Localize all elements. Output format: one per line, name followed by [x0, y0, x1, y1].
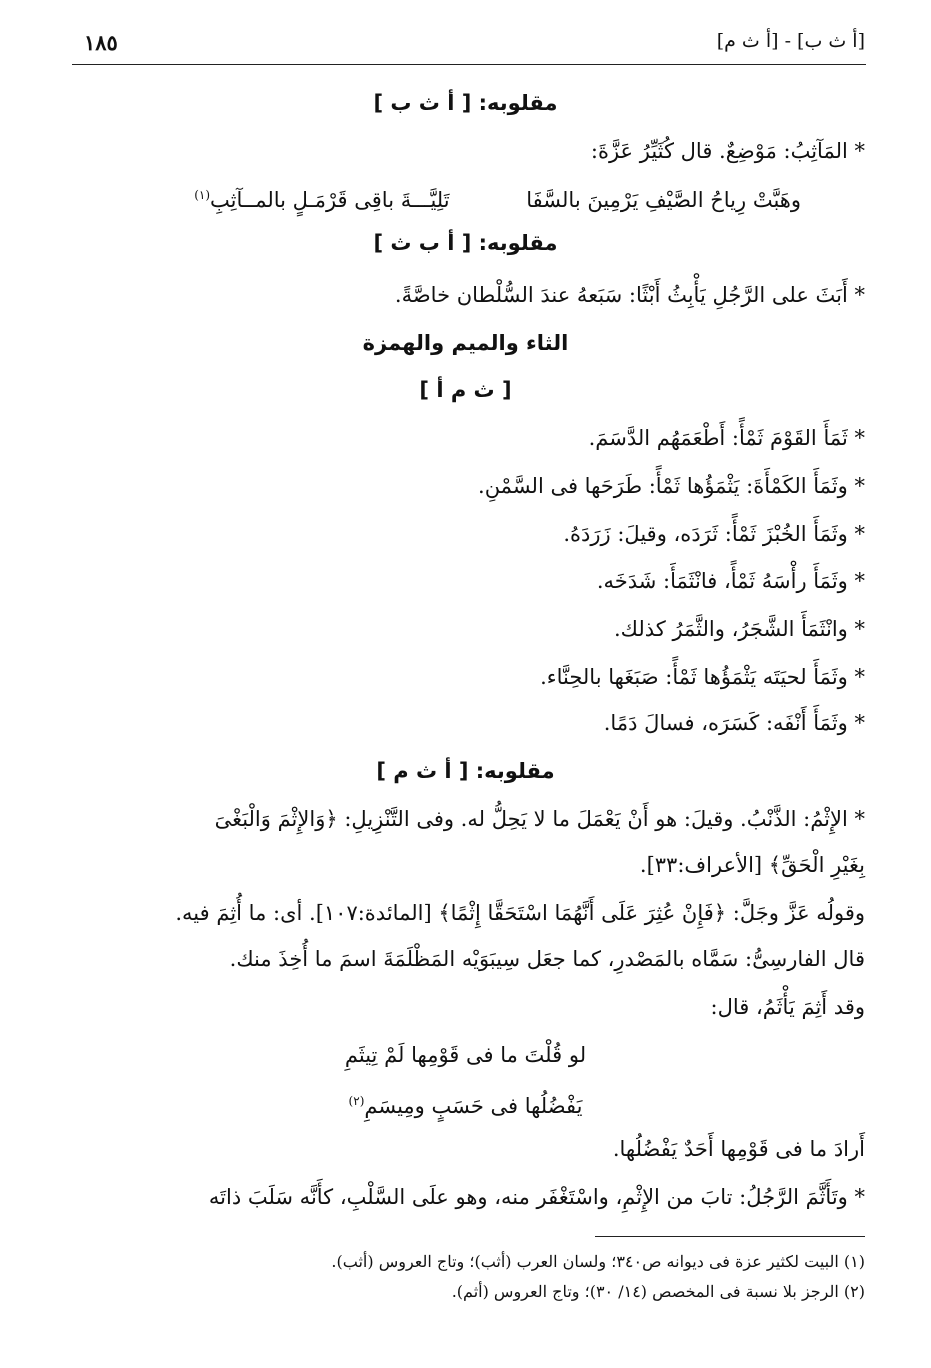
entry-line: * وانْثَمَأَ الشَّجَرُ، والثَّمَرُ كذلك.: [613, 617, 865, 641]
root-heading-thm: [ ث م أ ]: [419, 378, 512, 402]
footnote-rule: [595, 1236, 865, 1237]
footnote-marker: (١): [194, 188, 211, 202]
page-number: ١٨٥: [84, 30, 118, 55]
chapter-heading: الثاء والميم والهمزة: [362, 331, 569, 355]
verse-hemistich-second: [194, 180, 449, 215]
entry-line: وقولُه عَزَّ وجَلَّ: ﴿فَإِنْ عُثِرَ عَلَى أَنَّهُمَا اسْتَحَقَّا إِثْمًا﴾ [المائدة:١٠٧]. أى: ما أُثِمَ فيه.: [175, 901, 865, 925]
entry-line: * وتَأَثَّمَ الرَّجُلُ: تابَ من الإِثْمِ، واسْتَغْفَر منه، وهو علَى السَّلْبِ، كأَنَّه سَلَبَ ذاتَه: [208, 1185, 865, 1209]
entry-line: * ثَمَأَ القَوْمَ ثَمْأً: أَطْعَمَهُم الدَّسَمَ.: [588, 426, 865, 450]
footnote-marker: (٢): [348, 1094, 365, 1108]
header-rule: [72, 64, 866, 65]
entry-line: * وثَمَأَ رأْسَهُ ثَمْأً، فانْثَمَأَ: شَدَخَه.: [596, 569, 865, 593]
entry-line: * الإِثْمُ: الذَّنْبُ. وقيلَ: هو أَنْ يَعْمَلَ ما لا يَحِلُّ له. وفى التَّنْزِيلِ: ﴿وَالإِثْمَ وَالْبَغْىَ: [214, 807, 865, 831]
entry-line: * أَبَثَ على الرَّجُلِ يَأْبِثُ أَبْثًا: سَبَعهُ عندَ السُّلْطان خاصَّةً.: [394, 283, 865, 307]
footnote: (١) البيت لكثير عزة فى ديوانه ص٣٤٠؛ ولسان العرب (أثب)؛ وتاج العروس (أثب).: [331, 1252, 865, 1271]
entry-line: * وثَمَأَ الكَمْأَةَ: يَثْمَؤُها ثَمْأً: طَرَحَها فى السَّمْنِ.: [478, 474, 865, 498]
verse-hemistich-first: وهَبَّتْ رِياحُ الصَّيْفِ يَرْمِينَ بالسَّفَا: [526, 188, 801, 212]
running-head: [أ ث ب] - [أ ث م]: [716, 30, 865, 52]
entry-line: قال الفارسِىُّ: سَمَّاه بالمَصْدرِ، كما جعَل سِيبَوَيْه المَظْلَمَةَ اسمَ ما أُخِذَ منك.: [229, 947, 865, 971]
section-heading-athb: مقلوبه: [ أ ث ب ]: [373, 91, 558, 115]
verse-line-text: يَفْضُلُها فى حَسَبٍ ومِيسَمِ: [364, 1094, 583, 1118]
verse-hemistich-second-text: تَلِيَّـــةَ باقِى قَرْمَـلٍ بالمــآثِبِ: [210, 188, 450, 212]
verse-line: لو قُلْتَ ما فى قَوْمِها لَمْ تِيثَمِ: [344, 1043, 587, 1067]
entry-line: * المَآثِبُ: مَوْضِعٌ. قال كُثَيِّرُ عَزَّةَ:: [590, 139, 865, 163]
footnote: (٢) الرجز بلا نسبة فى المخصص (١٤/ ٣٠)؛ وتاج العروس (أثم).: [451, 1282, 865, 1301]
entry-line: * وثَمَأَ الخُبْزَ ثَمْأً: ثَرَدَه، وقيلَ: زَرَدَهُ.: [563, 522, 865, 546]
entry-line: * وثَمَأَ أَنْفَه: كَسَرَه، فسالَ دَمًا.: [603, 711, 865, 735]
section-heading-athm: مقلوبه: [ أ ث م ]: [376, 759, 555, 783]
entry-line: أَرادَ ما فى قَوْمِها أَحَدٌ يَفْضُلُها.: [612, 1137, 865, 1161]
entry-line: بِغَيْرِ الْحَقِّ﴾ [الأعراف:٣٣].: [639, 853, 865, 877]
entry-line: * وثَمَأَ لحيَتَه يَثْمَؤُها ثَمْأً: صَبَغَها بالحِنَّاء.: [540, 665, 865, 689]
verse-line: [0, 1086, 931, 1121]
section-heading-abth: مقلوبه: [ أ ب ث ]: [373, 231, 558, 255]
verse-line: [101, 180, 801, 215]
entry-line: وقد أَثِمَ يَأْثَمُ، قال:: [710, 995, 865, 1019]
